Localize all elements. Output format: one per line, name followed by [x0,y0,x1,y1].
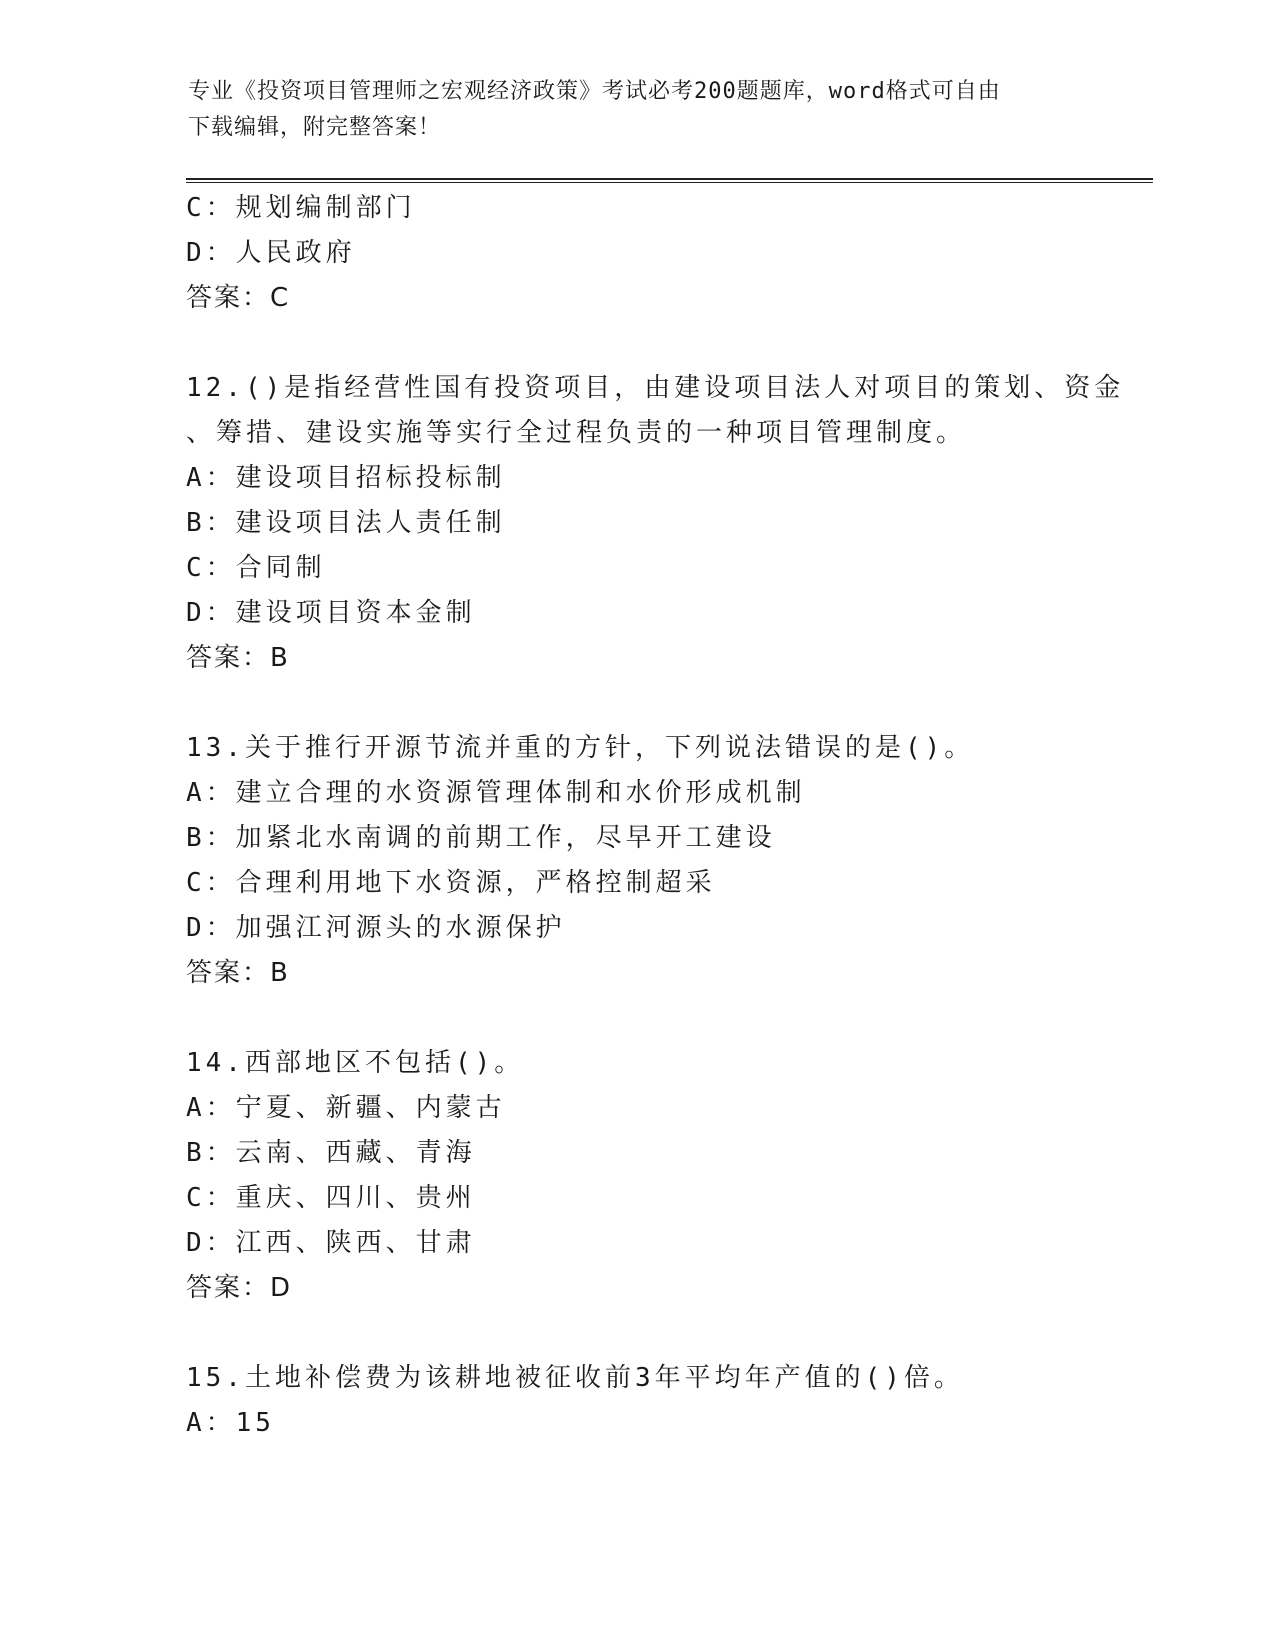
question-13-option-c: C：合理利用地下水资源，严格控制超采 [186,868,716,898]
header-line-2: 下载编辑，附完整答案！ [188,115,442,140]
prev-option-c: C：规划编制部门 [186,193,416,223]
question-12-option-b: B：建设项目法人责任制 [186,508,506,538]
question-14-stem: 14.西部地区不包括()。 [186,1048,525,1078]
question-12-option-d: D：建设项目资本金制 [186,598,476,628]
header-divider [186,178,1153,183]
question-14-option-a: A：宁夏、新疆、内蒙古 [186,1093,506,1123]
question-12-option-c: C：合同制 [186,553,326,583]
question-14-answer: 答案：D [186,1273,293,1303]
question-12-answer: 答案：B [186,643,290,673]
question-13-option-a: A：建立合理的水资源管理体制和水价形成机制 [186,778,806,808]
question-13-option-d: D：加强江河源头的水源保护 [186,913,566,943]
question-13-stem: 13.关于推行开源节流并重的方针，下列说法错误的是()。 [186,733,975,763]
question-13-option-b: B：加紧北水南调的前期工作，尽早开工建设 [186,823,776,853]
question-15-stem: 15.土地补偿费为该耕地被征收前3年平均年产值的()倍。 [186,1363,964,1393]
question-14-option-d: D：江西、陕西、甘肃 [186,1228,476,1258]
header-text [188,74,1088,146]
prev-answer: 答案：C [186,283,291,313]
question-15-option-a: A：15 [186,1408,275,1438]
question-12-option-a: A：建设项目招标投标制 [186,463,506,493]
header-line-1: 专业《投资项目管理师之宏观经济政策》考试必考200题题库，word格式可自由 [188,79,1001,104]
question-12-stem-line-2: 、筹措、建设实施等实行全过程负责的一种项目管理制度。 [186,418,967,448]
question-14-option-c: C：重庆、四川、贵州 [186,1183,476,1213]
prev-option-d: D：人民政府 [186,238,356,268]
question-12-stem-line-1: 12.()是指经营性国有投资项目，由建设项目法人对项目的策划、资金 [186,373,1125,403]
question-14-option-b: B：云南、西藏、青海 [186,1138,476,1168]
question-13-answer: 答案：B [186,958,290,988]
